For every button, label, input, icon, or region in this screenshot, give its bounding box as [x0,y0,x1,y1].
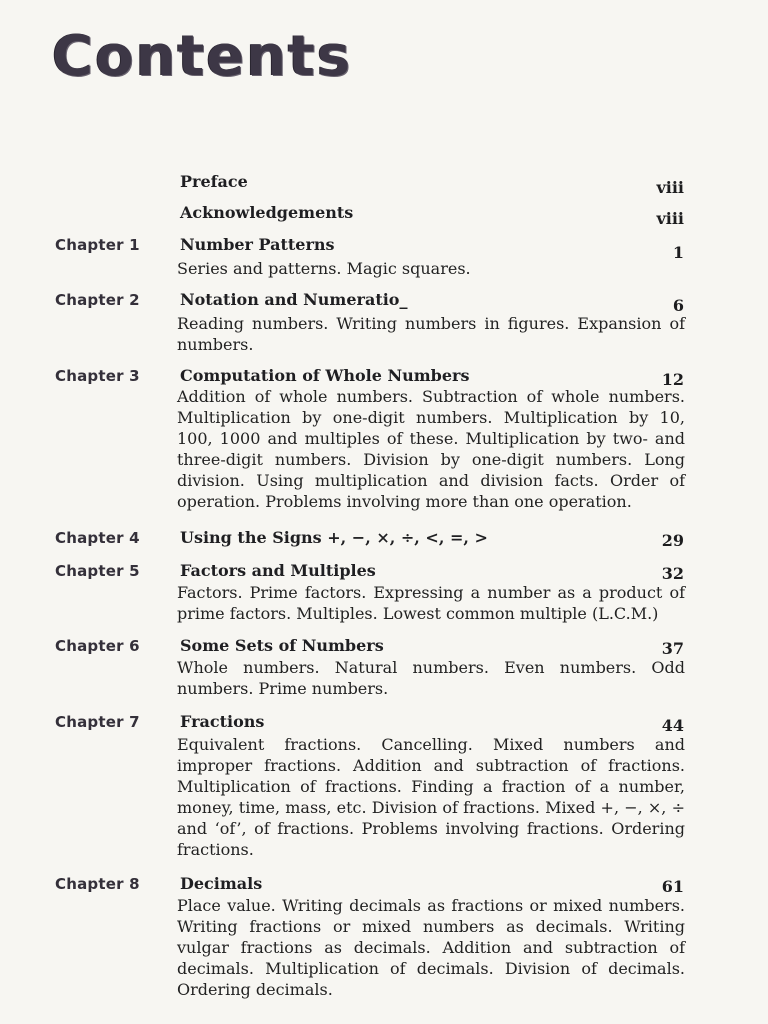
entry-description: Reading numbers. Writing numbers in figures. Expansion of numbers. [177,314,685,354]
entry-description: Factors. Prime factors. Expressing a number as a product of prime factors. Multiples. Lowest common multiple (L.C.M.) [177,583,685,623]
entry-page: 29 [661,531,684,550]
chapter-label: Chapter 3 [55,367,140,385]
entry-page: 37 [661,639,684,658]
entry-title: Notation and Numeratio_ [180,290,408,309]
entry-title: Fractions [180,712,265,731]
entry-title: Some Sets of Numbers [180,636,384,655]
chapter-label: Chapter 5 [55,562,140,580]
chapter-label: Chapter 6 [55,637,140,655]
entry-description: Whole numbers. Natural numbers. Even numbers. Odd numbers. Prime numbers. [177,658,685,698]
entry-description: Addition of whole numbers. Subtraction of whole numbers. Multiplication by one-digit numbers. Multiplication by 10, 100, 1000 and multiples of these. Multiplication by two- and three-digit numbers. Division by one-digit numbers. Long division. Using multiplication and division facts. Order of operation. Problems involving more than one operation. [177,387,685,511]
entry-title: Preface [180,172,248,191]
entry-page: 6 [672,296,684,315]
chapter-label: Chapter 1 [55,236,140,254]
entry-page: 12 [661,370,684,389]
entry-title: Computation of Whole Numbers [180,366,470,385]
page-title: Contents [52,24,353,89]
entry-description: Equivalent fractions. Cancelling. Mixed numbers and improper fractions. Addition and subtraction of fractions. Multiplication of fractions. Finding a fraction of a number, money, time, mass, etc. Division of fractions. Mixed +, −, ×, ÷ and ‘of’, of fractions. Problems involving fractions. Ordering fractions. [177,735,685,859]
chapter-label: Chapter 7 [55,713,140,731]
entry-page: 32 [661,564,684,583]
entry-title: Factors and Multiples [180,561,376,580]
entry-page: 61 [661,877,684,896]
chapter-label: Chapter 4 [55,529,140,547]
entry-page: viii [656,178,684,197]
entry-page: 44 [661,716,684,735]
entry-title: Using the Signs +, −, ×, ÷, <, =, > [180,528,488,547]
entry-page: viii [656,209,684,228]
entry-title: Number Patterns [180,235,335,254]
entry-description: Place value. Writing decimals as fractions or mixed numbers. Writing fractions or mixed numbers as decimals. Writing vulgar fractions as decimals. Addition and subtraction of decimals. Multiplication of decimals. Division of decimals. Ordering decimals. [177,896,685,999]
entry-description: Series and patterns. Magic squares. [177,259,471,278]
chapter-label: Chapter 8 [55,875,140,893]
entry-page: 1 [672,243,684,262]
entry-title: Acknowledgements [180,203,354,222]
entry-title: Decimals [180,874,263,893]
chapter-label: Chapter 2 [55,291,140,309]
